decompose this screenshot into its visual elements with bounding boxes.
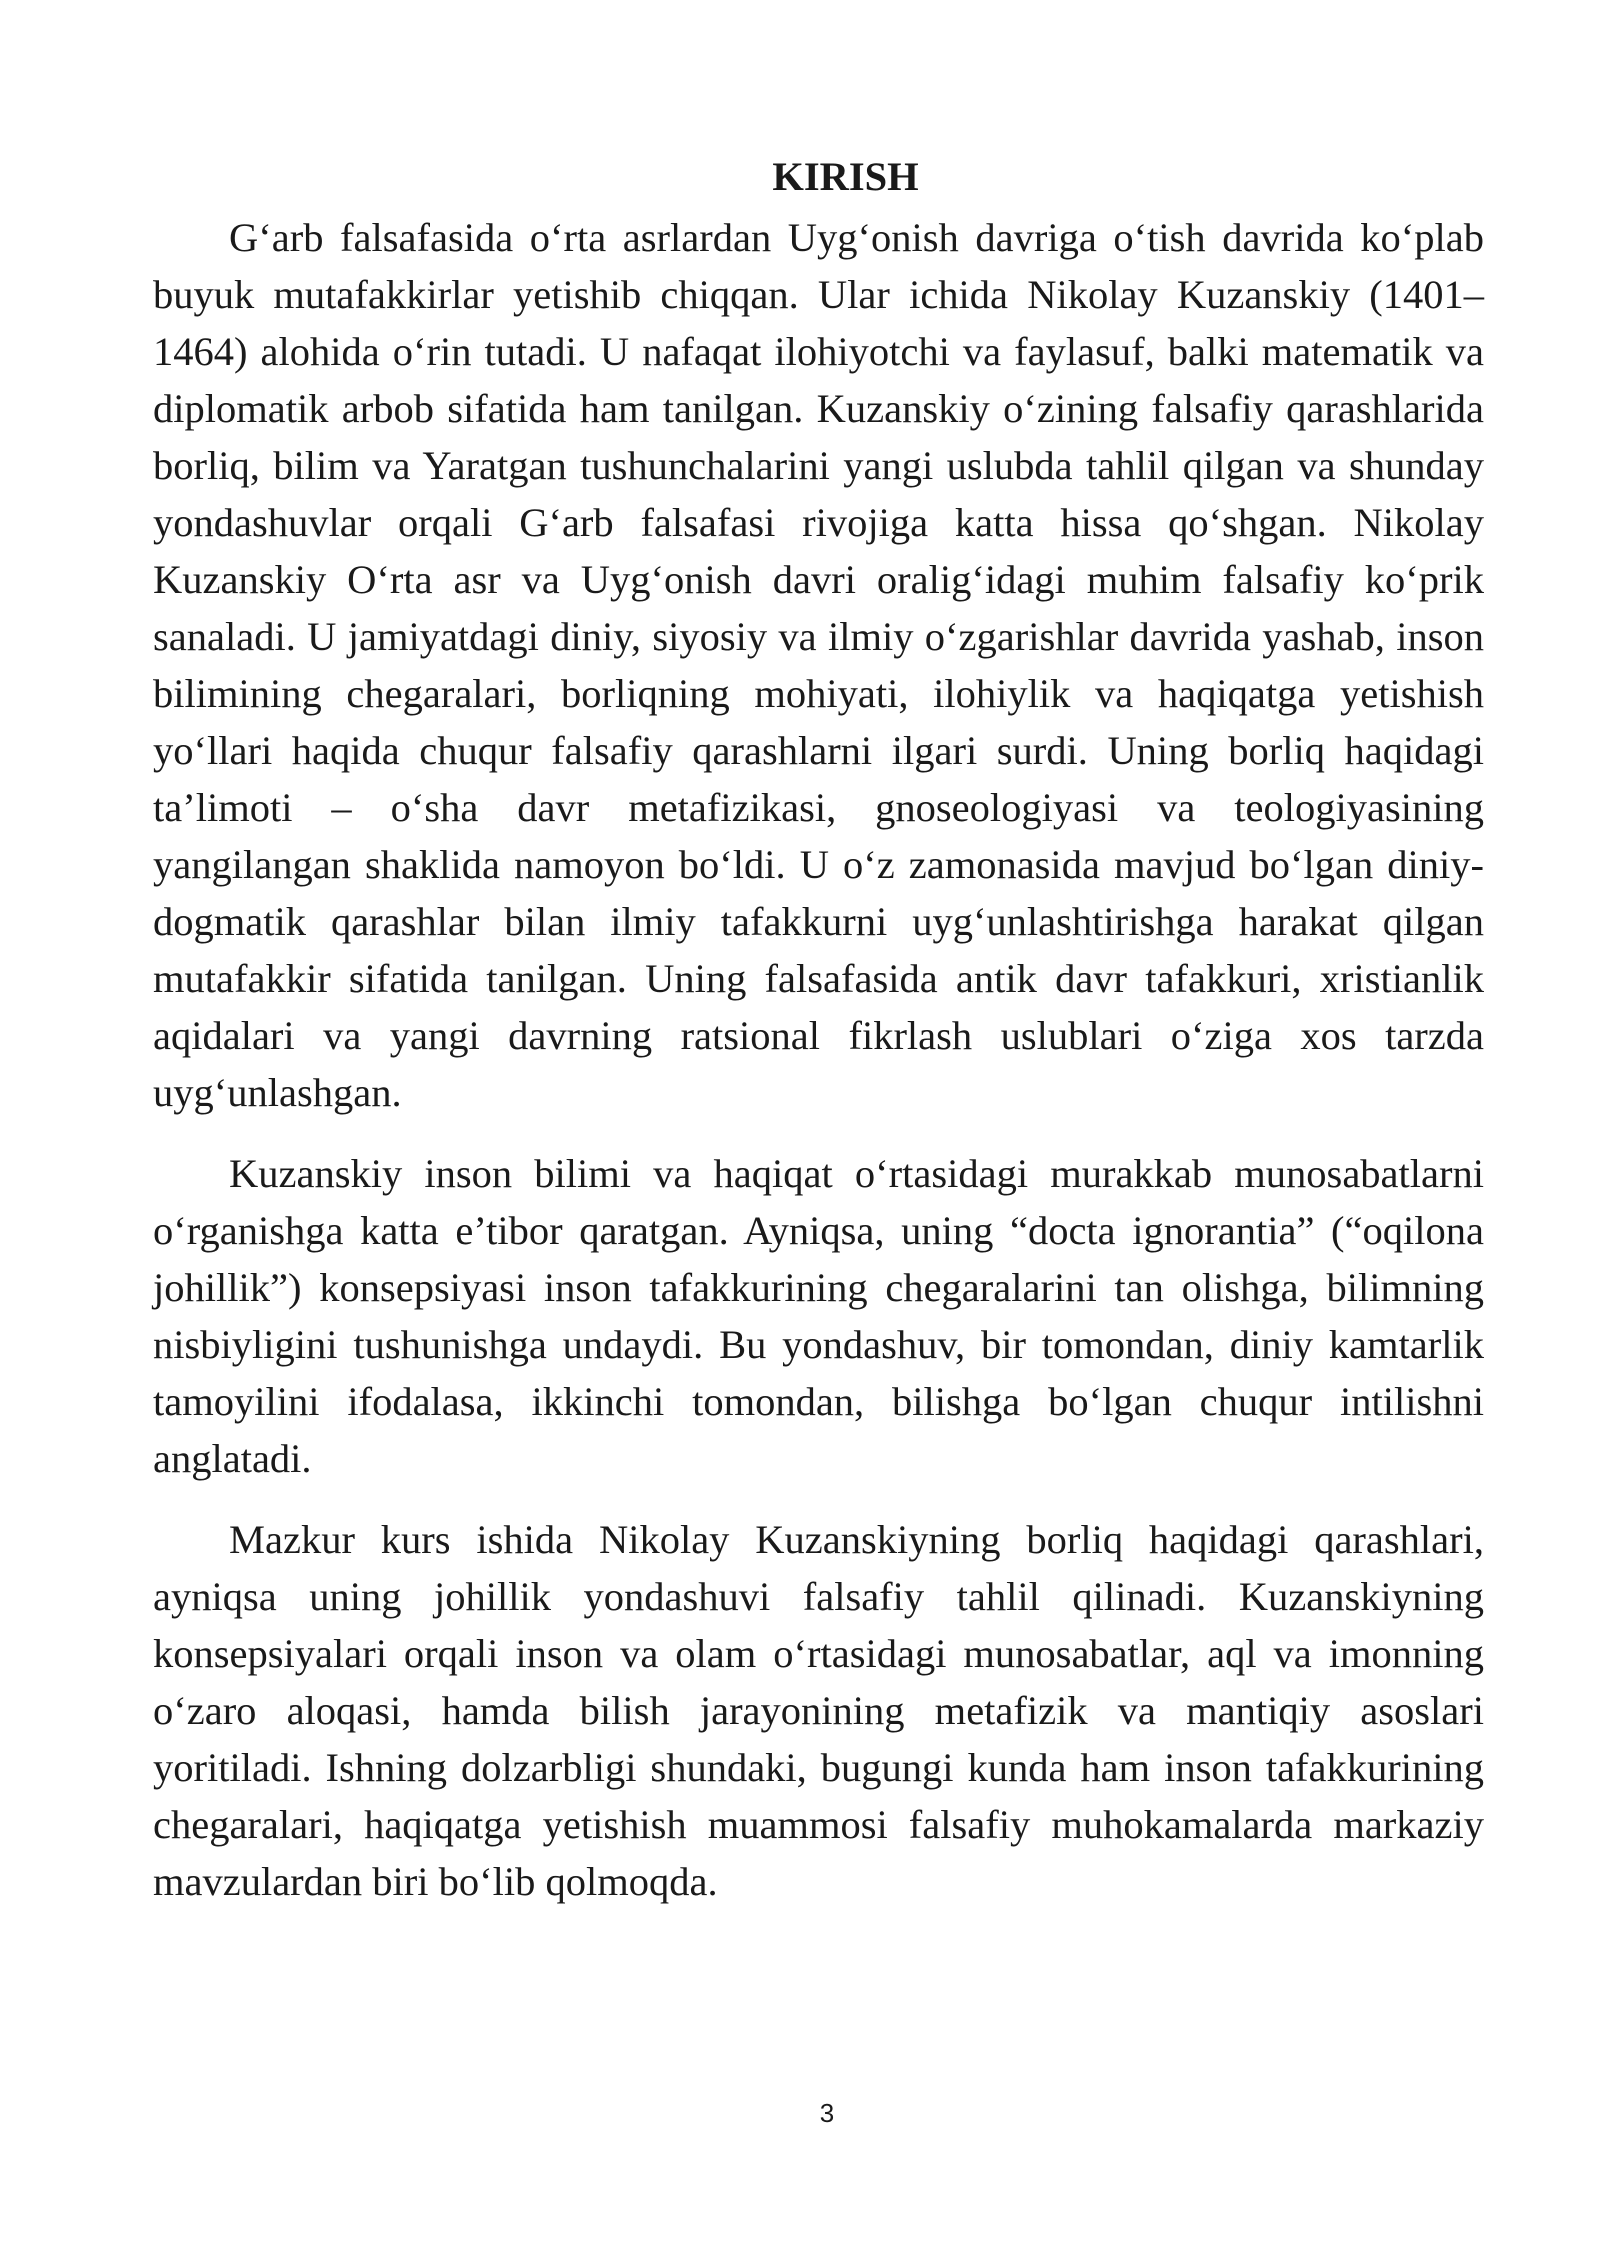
page-content: [153, 148, 1484, 1934]
page-number: 3: [819, 2098, 835, 2128]
body-paragraph: G‘arb falsafasida o‘rta asrlardan Uyg‘onish davriga o‘tish davrida ko‘plab buyuk mutafakkirlar yetishib chiqqan. Ular ichida Nikolay Kuzanskiy (1401–1464) alohida o‘rin tutadi. U nafaqat ilohiyotchi va faylasuf, balki matematik va diplomatik arbob sifatida ham tanilgan. Kuzanskiy o‘zining falsafiy qarashlarida borliq, bilim va Yaratgan tushunchalarini yangi uslubda tahlil qilgan va shunday yondashuvlar orqali G‘arb falsafasi rivojiga katta hissa qo‘shgan. Nikolay Kuzanskiy O‘rta asr va Uyg‘onish davri oralig‘idagi muhim falsafiy ko‘prik sanaladi. U jamiyatdagi diniy, siyosiy va ilmiy o‘zgarishlar davrida yashab, inson bilimining chegaralari, borliqning mohiyati, ilohiylik va haqiqatga yetishish yo‘llari haqida chuqur falsafiy qarashlarni ilgari surdi. Uning borliq haqidagi ta’limoti – o‘sha davr metafizikasi, gnoseologiyasi va teologiyasining yangilangan shaklida namoyon bo‘ldi. U o‘z zamonasida mavjud bo‘lgan diniy-dogmatik qarashlar bilan ilmiy tafakkurni uyg‘unlashtirishga harakat qilgan mutafakkir sifatida tanilgan. Uning falsafasida antik davr tafakkuri, xristianlik aqidalari va yangi davrning ratsional fikrlash uslublari o‘ziga xos tarzda uyg‘unlashgan.: [153, 215, 1484, 1115]
body-paragraph: Mazkur kurs ishida Nikolay Kuzanskiyning borliq haqidagi qarashlari, ayniqsa uning johillik yondashuvi falsafiy tahlil qilinadi. Kuzanskiyning konsepsiyalari orqali inson va olam o‘rtasidagi munosabatlar, aql va imonning o‘zaro aloqasi, hamda bilish jarayonining metafizik va mantiqiy asoslari yoritiladi. Ishning dolzarbligi shundaki, bugungi kunda ham inson tafakkurining chegaralari, haqiqatga yetishish muammosi falsafiy muhokamalarda markaziy mavzulardan biri bo‘lib qolmoqda.: [153, 1517, 1484, 1904]
section-title: KIRISH: [772, 154, 919, 199]
body-paragraph: Kuzanskiy inson bilimi va haqiqat o‘rtasidagi murakkab munosabatlarni o‘rganishga katta e’tibor qaratgan. Ayniqsa, uning “docta ignorantia” (“oqilona johillik”) konsepsiyasi inson tafakkurining chegaralarini tan olishga, bilimning nisbiyligini tushunishga undaydi. Bu yondashuv, bir tomondan, diniy kamtarlik tamoyilini ifodalasa, ikkinchi tomondan, bilishga bo‘lgan chuqur intilishni anglatadi.: [153, 1151, 1484, 1481]
